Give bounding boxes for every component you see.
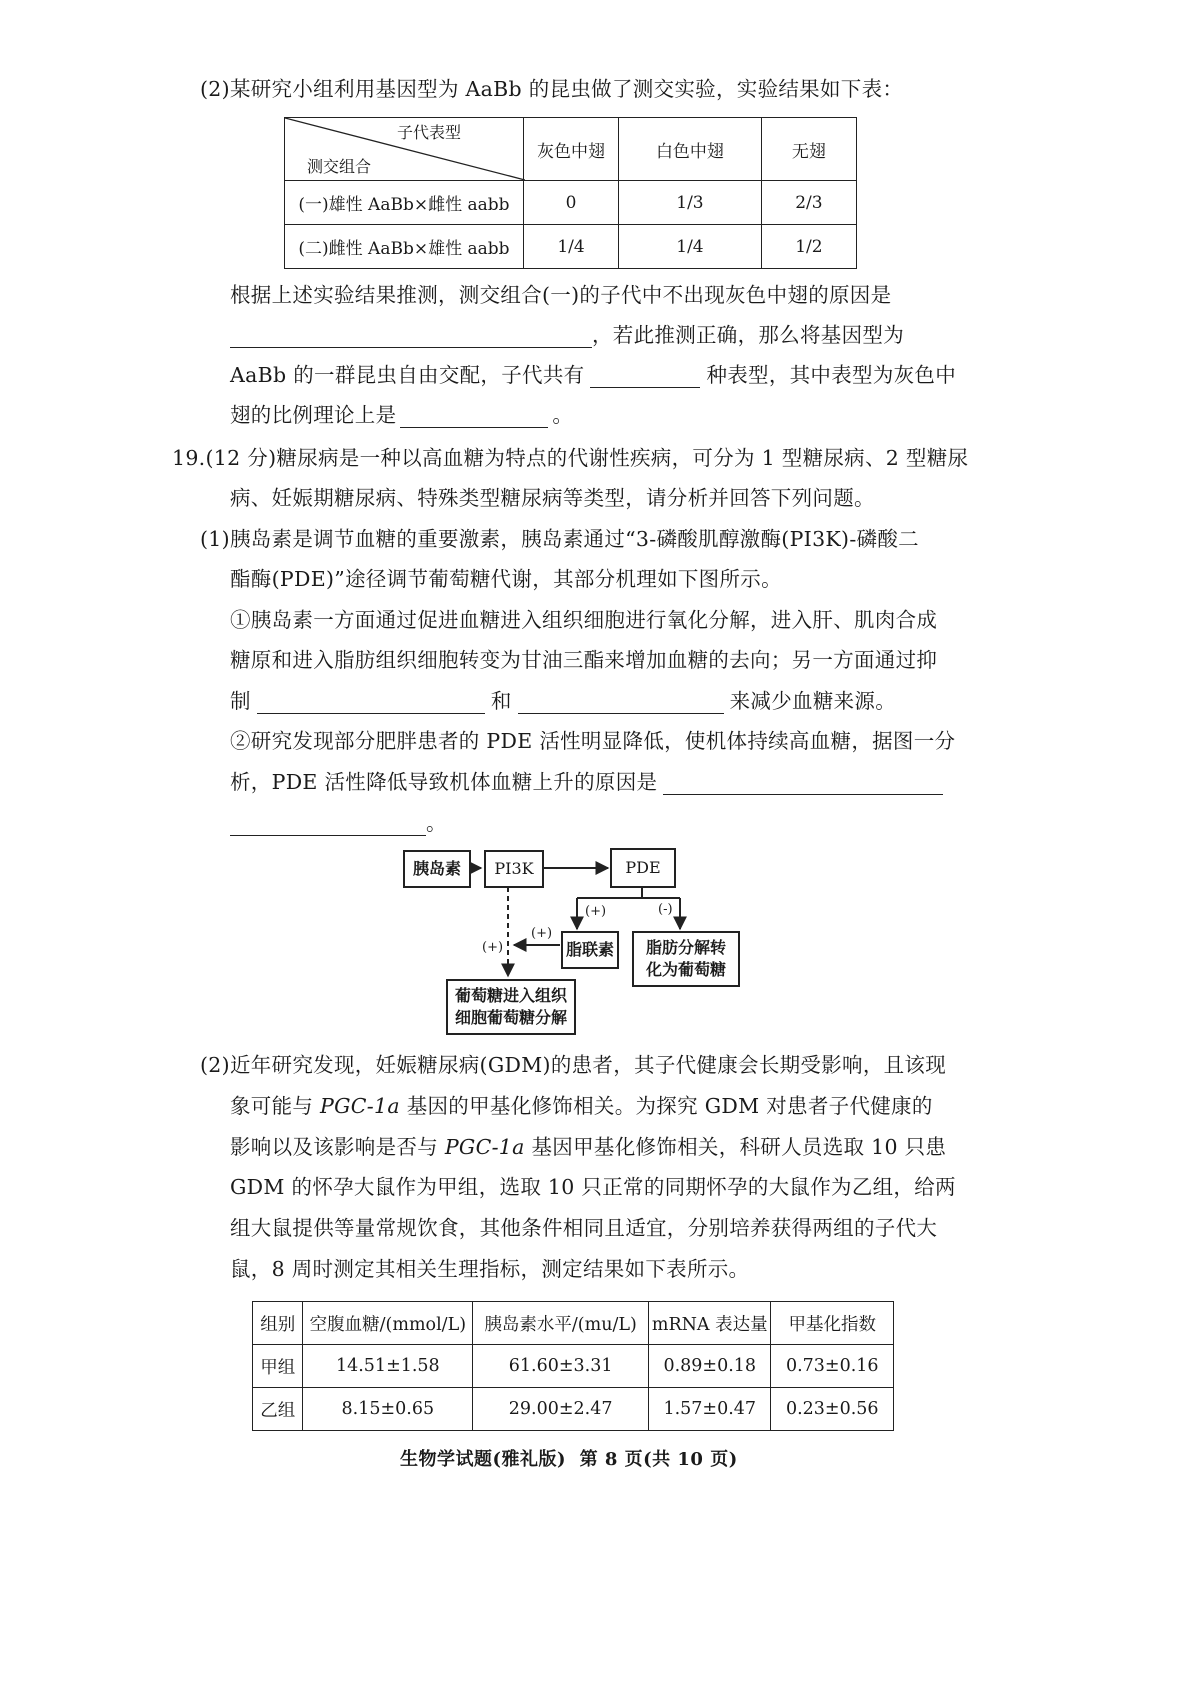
table-cell: 8.15±0.65: [303, 1388, 473, 1431]
q19-part2-line5: 组大鼠提供等量常规饮食，其他条件相同且适宜，分别培养获得两组的子代大: [230, 1216, 938, 1240]
q18-line3: AaBb 的一群昆虫自由交配，子代共有 种表型，其中表型为灰色中: [230, 363, 957, 387]
q19-sub1-line2: 糖原和进入脂肪组织细胞转变为甘油三酯来增加血糖的去向；另一方面通过抑: [230, 648, 938, 672]
gdm-results-table: [252, 1301, 894, 1431]
table-cell: 甲组: [253, 1345, 303, 1388]
col-header: 无翅: [761, 118, 856, 181]
col-header: 组别: [253, 1302, 303, 1345]
q19-part2-line1: (2)近年研究发现，妊娠糖尿病(GDM)的患者，其子代健康会长期受影响，且该现: [200, 1053, 947, 1077]
header-testcross-group: 测交组合: [307, 157, 372, 176]
table-row: [253, 1388, 894, 1431]
q19-sub1-line1: ①胰岛素一方面通过促进血糖进入组织细胞进行氧化分解，进入肝、肌肉合成: [230, 608, 938, 632]
diagram-glucose-uptake-box: 葡萄糖进入组织 细胞葡萄糖分解: [446, 979, 576, 1035]
page-footer: 生物学试题(雅礼版) 第 8 页(共 10 页): [400, 1449, 738, 1470]
table-cell: 61.60±3.31: [473, 1345, 649, 1388]
diagram-pde-box: PDE: [610, 848, 676, 888]
diagram-pi3k-box: PI3K: [484, 850, 544, 888]
table-cell: 1/4: [523, 225, 618, 269]
gene-name: PGC-1a: [320, 1094, 400, 1118]
row-label: (二)雌性 AaBb×雄性 aabb: [285, 225, 524, 269]
q19-part2-line3: 影响以及该影响是否与 PGC-1a 基因甲基化修饰相关，科研人员选取 10 只患: [230, 1135, 947, 1159]
table-cell: 1/2: [761, 225, 856, 269]
col-header: 胰岛素水平/(mu/L): [473, 1302, 649, 1345]
diagram-insulin-box: 胰岛素: [403, 850, 471, 888]
q19-sub1-line3: 制 和 来减少血糖来源。: [230, 689, 897, 713]
q19-sub2-line1: ②研究发现部分肥胖患者的 PDE 活性明显降低，使机体持续高血糖，据图一分: [230, 729, 956, 753]
q18-line1: 根据上述实验结果推测，测交组合(一)的子代中不出现灰色中翅的原因是: [230, 283, 892, 307]
q19-stem-line1: 19.(12 分)糖尿病是一种以高血糖为特点的代谢性疾病，可分为 1 型糖尿病、2 型糖尿: [172, 446, 969, 470]
table-cell: 1/4: [619, 225, 762, 269]
col-header: 灰色中翅: [523, 118, 618, 181]
q19-sub2-line3: 。: [230, 808, 447, 838]
diagram-plus-sign: (+): [531, 926, 553, 941]
q18-line2: ，若此推测正确，那么将基因型为: [230, 320, 904, 350]
diagram-adiponectin-box: 脂联素: [561, 931, 619, 969]
q19-stem-line2: 病、妊娠期糖尿病、特殊类型糖尿病等类型，请分析并回答下列问题。: [230, 486, 875, 510]
table-cell: 0.89±0.18: [649, 1345, 771, 1388]
q19-sub2-line2: 析，PDE 活性降低导致机体血糖上升的原因是: [230, 767, 943, 797]
q19-part1-line2: 酯酶(PDE)”途径调节葡萄糖代谢，其部分机理如下图所示。: [230, 567, 782, 591]
col-header: 空腹血糖/(mmol/L): [303, 1302, 473, 1345]
col-header: 白色中翅: [619, 118, 762, 181]
col-header: 甲基化指数: [771, 1302, 894, 1345]
table-cell: 乙组: [253, 1388, 303, 1431]
q18-line4: 翅的比例理论上是 。: [230, 403, 574, 427]
q19-part2-line2: 象可能与 PGC-1a 基因的甲基化修饰相关。为探究 GDM 对患者子代健康的: [230, 1094, 933, 1118]
table-cell: 14.51±1.58: [303, 1345, 473, 1388]
q19-part1-line1: (1)胰岛素是调节血糖的重要激素，胰岛素通过“3-磷酸肌醇激酶(PI3K)-磷酸二: [200, 527, 919, 551]
table-cell: 1.57±0.47: [649, 1388, 771, 1431]
table-cell: 0.73±0.16: [771, 1345, 894, 1388]
table-row: [253, 1345, 894, 1388]
gene-name: PGC-1a: [444, 1135, 525, 1159]
diagram-minus-sign: (-): [658, 902, 673, 917]
col-header: mRNA 表达量: [649, 1302, 771, 1345]
row-label: (一)雄性 AaBb×雌性 aabb: [285, 181, 524, 225]
q19-part2-line4: GDM 的怀孕大鼠作为甲组，选取 10 只正常的同期怀孕的大鼠作为乙组，给两: [230, 1175, 956, 1199]
table-cell: 2/3: [761, 181, 856, 225]
table-cell: 0: [523, 181, 618, 225]
table-cell: 1/3: [619, 181, 762, 225]
table-header-row: [253, 1302, 894, 1345]
q19-part2-line6: 鼠，8 周时测定其相关生理指标，测定结果如下表所示。: [230, 1257, 750, 1281]
diagram-plus-sign: (+): [585, 904, 607, 919]
header-offspring-phenotype: 子代表型: [397, 123, 462, 142]
table-cell: 29.00±2.47: [473, 1388, 649, 1431]
diagram-plus-sign: (+): [482, 940, 504, 955]
diagram-fat-conversion-box: 脂肪分解转 化为葡萄糖: [632, 931, 740, 987]
table-cell: 0.23±0.56: [771, 1388, 894, 1431]
q18-part2-intro: (2)某研究小组利用基因型为 AaBb 的昆虫做了测交实验，实验结果如下表：: [200, 77, 904, 101]
